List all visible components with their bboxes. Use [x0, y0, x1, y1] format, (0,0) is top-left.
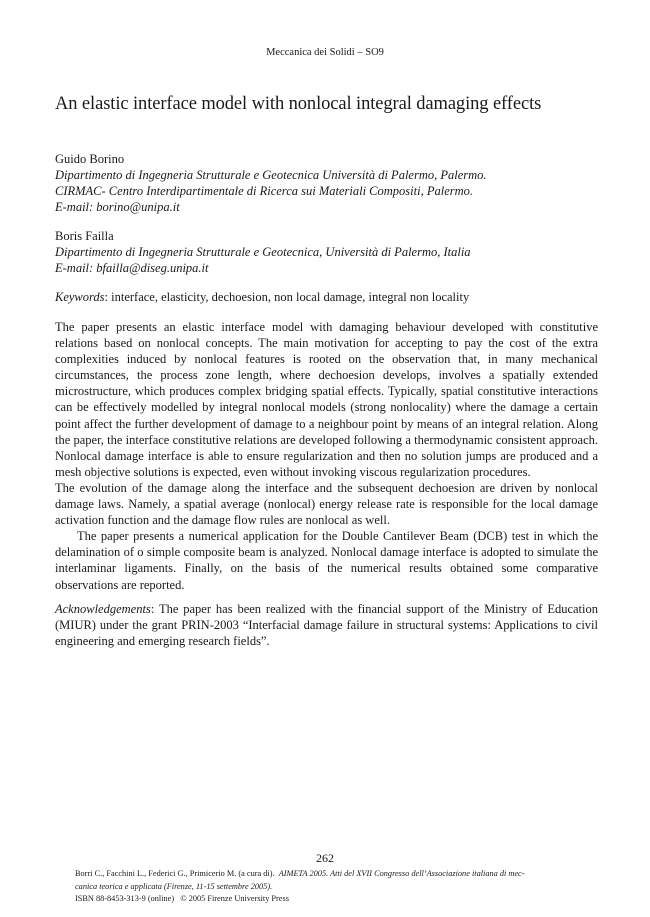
- author-affiliation: Dipartimento di Ingegneria Strutturale e Geotecnica Università di Palermo, Palermo.: [55, 168, 487, 182]
- acknowledgements-label: Acknowledgements: [55, 601, 151, 616]
- footer-editors: Borri C., Facchini L., Federici G., Primicerio M. (a cura di).: [75, 869, 275, 878]
- footer-citation-line: [75, 868, 615, 881]
- author-affiliation: Dipartimento di Ingegneria Strutturale e Geotecnica, Università di Palermo, Italia: [55, 245, 471, 259]
- acknowledgements: [55, 601, 598, 649]
- running-header: Meccanica dei Solidi – SO9: [266, 47, 384, 58]
- paper-title: An elastic interface model with nonlocal integral damaging effects: [55, 94, 542, 114]
- author-name: Guido Borino: [55, 152, 125, 166]
- author-block: [55, 228, 615, 276]
- author-email: E-mail: bfailla@diseg.unipa.it: [55, 261, 209, 275]
- footer-proceedings-cont: canica teorica e applicata (Firenze, 11-15 settembre 2005).: [75, 881, 273, 891]
- footer-isbn: ISBN 88-8453-313-9 (online): [75, 894, 175, 903]
- footer-proceedings: AIMETA 2005. Atti del XVII Congresso dell’Associazione italiana di mec-: [278, 869, 525, 878]
- author-affiliation: CIRMAC- Centro Interdipartimentale di Ricerca sui Materiali Compositi, Palermo.: [55, 184, 474, 198]
- author-email: E-mail: borino@unipa.it: [55, 200, 180, 214]
- footer-isbn-line: [75, 893, 615, 906]
- acknowledgements-text: : The paper has been realized with the financial support of the Ministry of Education (MIUR) under the grant PRIN-2003 “Interfacial damage failure in structural systems: Applications to civil engineering and emerging research fields”.: [55, 601, 598, 648]
- keywords: [55, 289, 615, 305]
- abstract-paragraph: The paper presents a numerical application for the Double Cantilever Beam (DCB) test in which the delamination of o simple composite beam is analyzed. Nonlocal damage interface is adopted to simulate the interlaminar ligaments. Finally, on the basis of the numerical results obtained some comparative observations are reported.: [55, 529, 598, 592]
- author-name: Boris Failla: [55, 229, 114, 243]
- page-number: 262: [316, 851, 334, 865]
- keywords-label: Keywords: [55, 290, 105, 304]
- abstract-paragraph: The paper presents an elastic interface model with damaging behaviour developed with constitutive relations based on nonlocal concepts. The main motivation for accepting to pay the cost of the extra complexities induced by nonlocal features is rooted on the observation that, in many mechanical circumstances, the process zone length, where dechoesion develops, involves a spatially extended microstructure, which produces complex bridging spatial effects. Typically, spatial constitutive interactions can be effectively modelled by integral nonlocal models (strong nonlocality) where the damage a certain point affect the further development of damage to a neighbour point by means of an integral relation. Along the paper, the interface constitutive relations are developed following a thermodynamic consistent approach. Nonlocal damage interface is able to ensure regularization and then no solution jumps are produced and a mesh objective solutions is expected, even without invoking viscous regularization procedures.: [55, 320, 598, 479]
- keywords-text: : interface, elasticity, dechoesion, non local damage, integral non locality: [104, 290, 470, 304]
- citation-footer: [75, 868, 615, 906]
- abstract-paragraph: The evolution of the damage along the interface and the subsequent dechoesion are driven by nonlocal damage laws. Namely, a spatial average (nonlocal) energy release rate is responsible for the local damage activation function and the damage flow rules are nonlocal as well.: [55, 480, 598, 528]
- author-block: [55, 151, 615, 215]
- footer-copyright: © 2005 Firenze University Press: [180, 894, 289, 903]
- abstract: [55, 319, 598, 649]
